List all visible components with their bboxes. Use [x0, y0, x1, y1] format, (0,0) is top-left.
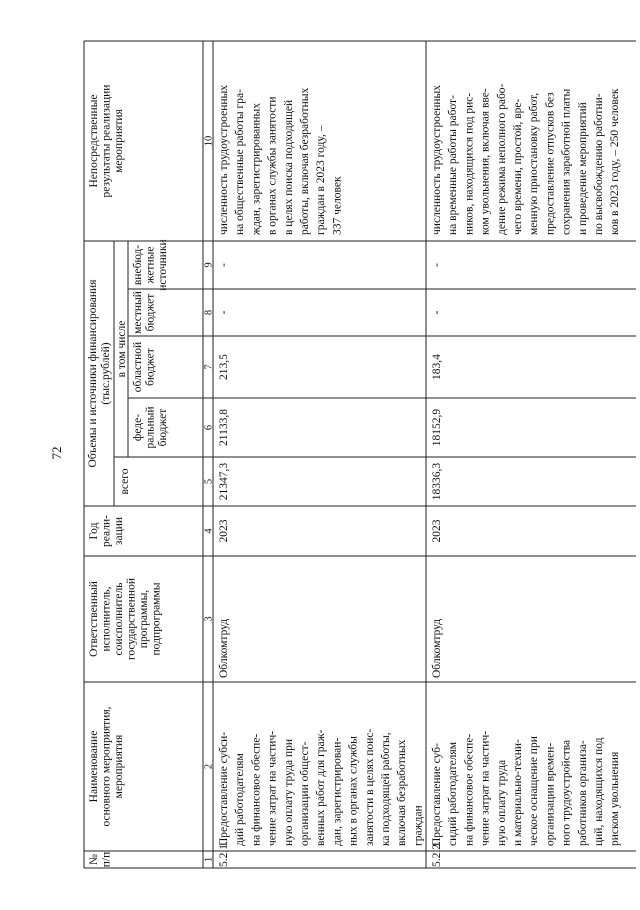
executor: Облкомтруд: [431, 618, 443, 678]
header-local: бюджет: [144, 293, 157, 332]
result-text: по высвобождению работни-: [593, 93, 605, 235]
year: 2023: [218, 519, 230, 543]
result-text: и проведение мероприятий: [576, 102, 589, 235]
column-index: 8: [203, 309, 215, 316]
header-extra: жетные: [144, 246, 157, 284]
result-text: на временные работы работ-: [447, 95, 460, 235]
result-text: ждан, зарегистрированных: [250, 102, 263, 235]
header-year: зации: [113, 516, 125, 546]
federal-amount: 18152,9: [431, 408, 443, 447]
result-text: чего времени, простой, вре-: [512, 98, 524, 235]
result-text: численность трудоустроенных: [431, 85, 443, 235]
extra-amount: -: [431, 263, 443, 267]
activity-name: ций, находящихся под: [593, 737, 605, 846]
header-regional: областной: [132, 341, 144, 393]
activity-name: дий работодателям: [234, 753, 247, 846]
activity-name: на финансовое обеспе-: [250, 733, 263, 846]
header-executor: подпрограммы: [150, 582, 163, 656]
column-index: 4: [203, 528, 215, 534]
activity-name: и материально-техни-: [512, 739, 524, 846]
header-total: всего: [119, 468, 131, 495]
header-federal: бюджет: [157, 408, 169, 447]
executor: Облкомтруд: [218, 618, 230, 678]
regional-amount: 213,5: [218, 354, 230, 380]
header-federal: феде-: [132, 413, 144, 442]
header-local: местный: [132, 291, 144, 334]
header-incl: в том числе: [116, 320, 128, 378]
header-extra: внебюд-: [132, 244, 144, 286]
header-executor: соисполнитель: [113, 582, 125, 656]
column-index: 10: [203, 135, 215, 147]
activities-table: [84, 41, 636, 868]
column-index: 3: [203, 616, 215, 622]
header-executor: Ответственный: [88, 581, 100, 657]
result-text: в органах службы занятости: [266, 96, 279, 235]
column-index: 1: [203, 856, 215, 863]
activity-name: граждан: [412, 805, 425, 846]
header-executor: исполнитель,: [100, 586, 113, 652]
column-index: 5: [203, 478, 215, 485]
activity-name: чение затрат на частич-: [479, 730, 492, 846]
header-results: Непосредственные: [88, 94, 100, 188]
header-num: п/п: [100, 851, 113, 868]
federal-amount: 21133,8: [218, 409, 230, 446]
column-index: 9: [203, 262, 215, 268]
header-executor: государственной: [125, 578, 138, 660]
result-text: ком увольнения, включая вве-: [479, 88, 492, 235]
year: 2023: [431, 519, 443, 543]
result-text: дение режима неполного рабо-: [495, 83, 508, 235]
activity-name: ную оплату труда при: [282, 739, 295, 846]
result-text: 337 человек: [331, 176, 344, 235]
header-name: Наименование: [88, 730, 100, 803]
extra-amount: -: [218, 263, 230, 267]
header-num: №: [88, 854, 100, 865]
row-number: 5.2.1.: [218, 841, 230, 867]
activity-name: занятости в целях поис-: [363, 728, 376, 846]
activity-name: чение затрат на частич-: [266, 730, 279, 846]
header-name: основного мероприятия,: [100, 706, 113, 827]
activity-name: венных работ для граж-: [315, 729, 328, 846]
activity-name: дан, зарегистрирован-: [331, 737, 344, 846]
header-funding: Объемы и источники финансирования: [87, 279, 99, 468]
header-results: результаты реализации: [100, 84, 113, 198]
result-text: в целях поиска подходящей: [282, 99, 295, 235]
header-year: реали-: [100, 515, 113, 547]
header-results: мероприятия: [113, 109, 125, 173]
result-text: граждан в 2023 году, –: [315, 125, 328, 235]
result-text: предоставление отпусков без: [544, 92, 557, 235]
result-text: ков в 2023 году, – 250 человек: [609, 88, 622, 235]
activity-name: ного трудоустройства: [560, 739, 573, 846]
header-year: Год: [88, 522, 100, 540]
activity-name: риском увольнения: [609, 751, 622, 846]
local-amount: -: [431, 310, 443, 315]
column-index: 6: [203, 424, 215, 431]
result-text: сохранения заработной платы: [560, 88, 573, 235]
activity-name: организации времен-: [544, 742, 557, 846]
row-number: 5.2.2.: [431, 841, 443, 867]
header-funding: (тыс.рублей): [100, 342, 112, 405]
activity-name: Предоставление суб-: [431, 743, 443, 846]
header-federal: ральный: [144, 406, 157, 449]
local-amount: -: [218, 310, 230, 315]
column-index: 2: [203, 763, 215, 770]
column-index: 7: [203, 364, 215, 370]
result-text: на общественные работы гра-: [234, 89, 247, 235]
activity-name: ческое оснащение при: [528, 736, 541, 846]
activity-name: включая безработных: [396, 739, 409, 846]
total-amount: 18336,3: [431, 462, 443, 501]
header-extra: источники: [157, 239, 169, 291]
result-text: работы, включая безработных: [299, 87, 311, 235]
page-number: 72: [49, 446, 64, 460]
activity-name: организации общест-: [299, 741, 311, 846]
regional-amount: 183,4: [431, 354, 443, 380]
activity-name: ную оплату труда: [495, 759, 508, 846]
result-text: менную приостановку работ,: [528, 92, 541, 235]
activity-name: работников организа-: [576, 740, 589, 846]
header-executor: программы,: [138, 589, 150, 649]
activity-name: ка подходящей работы,: [380, 732, 392, 846]
activity-name: сидий работодателям: [447, 742, 460, 846]
activity-name: ных в органах службы: [347, 736, 360, 846]
result-text: численность трудоустроенных: [218, 85, 230, 235]
activity-name: Предоставление субси-: [218, 731, 230, 846]
total-amount: 21347,3: [218, 462, 230, 501]
header-regional: бюджет: [144, 348, 157, 386]
result-text: ников, находящихся под рис-: [463, 92, 476, 235]
header-name: мероприятия: [113, 734, 125, 799]
activity-name: на финансовое обеспе-: [463, 733, 476, 846]
